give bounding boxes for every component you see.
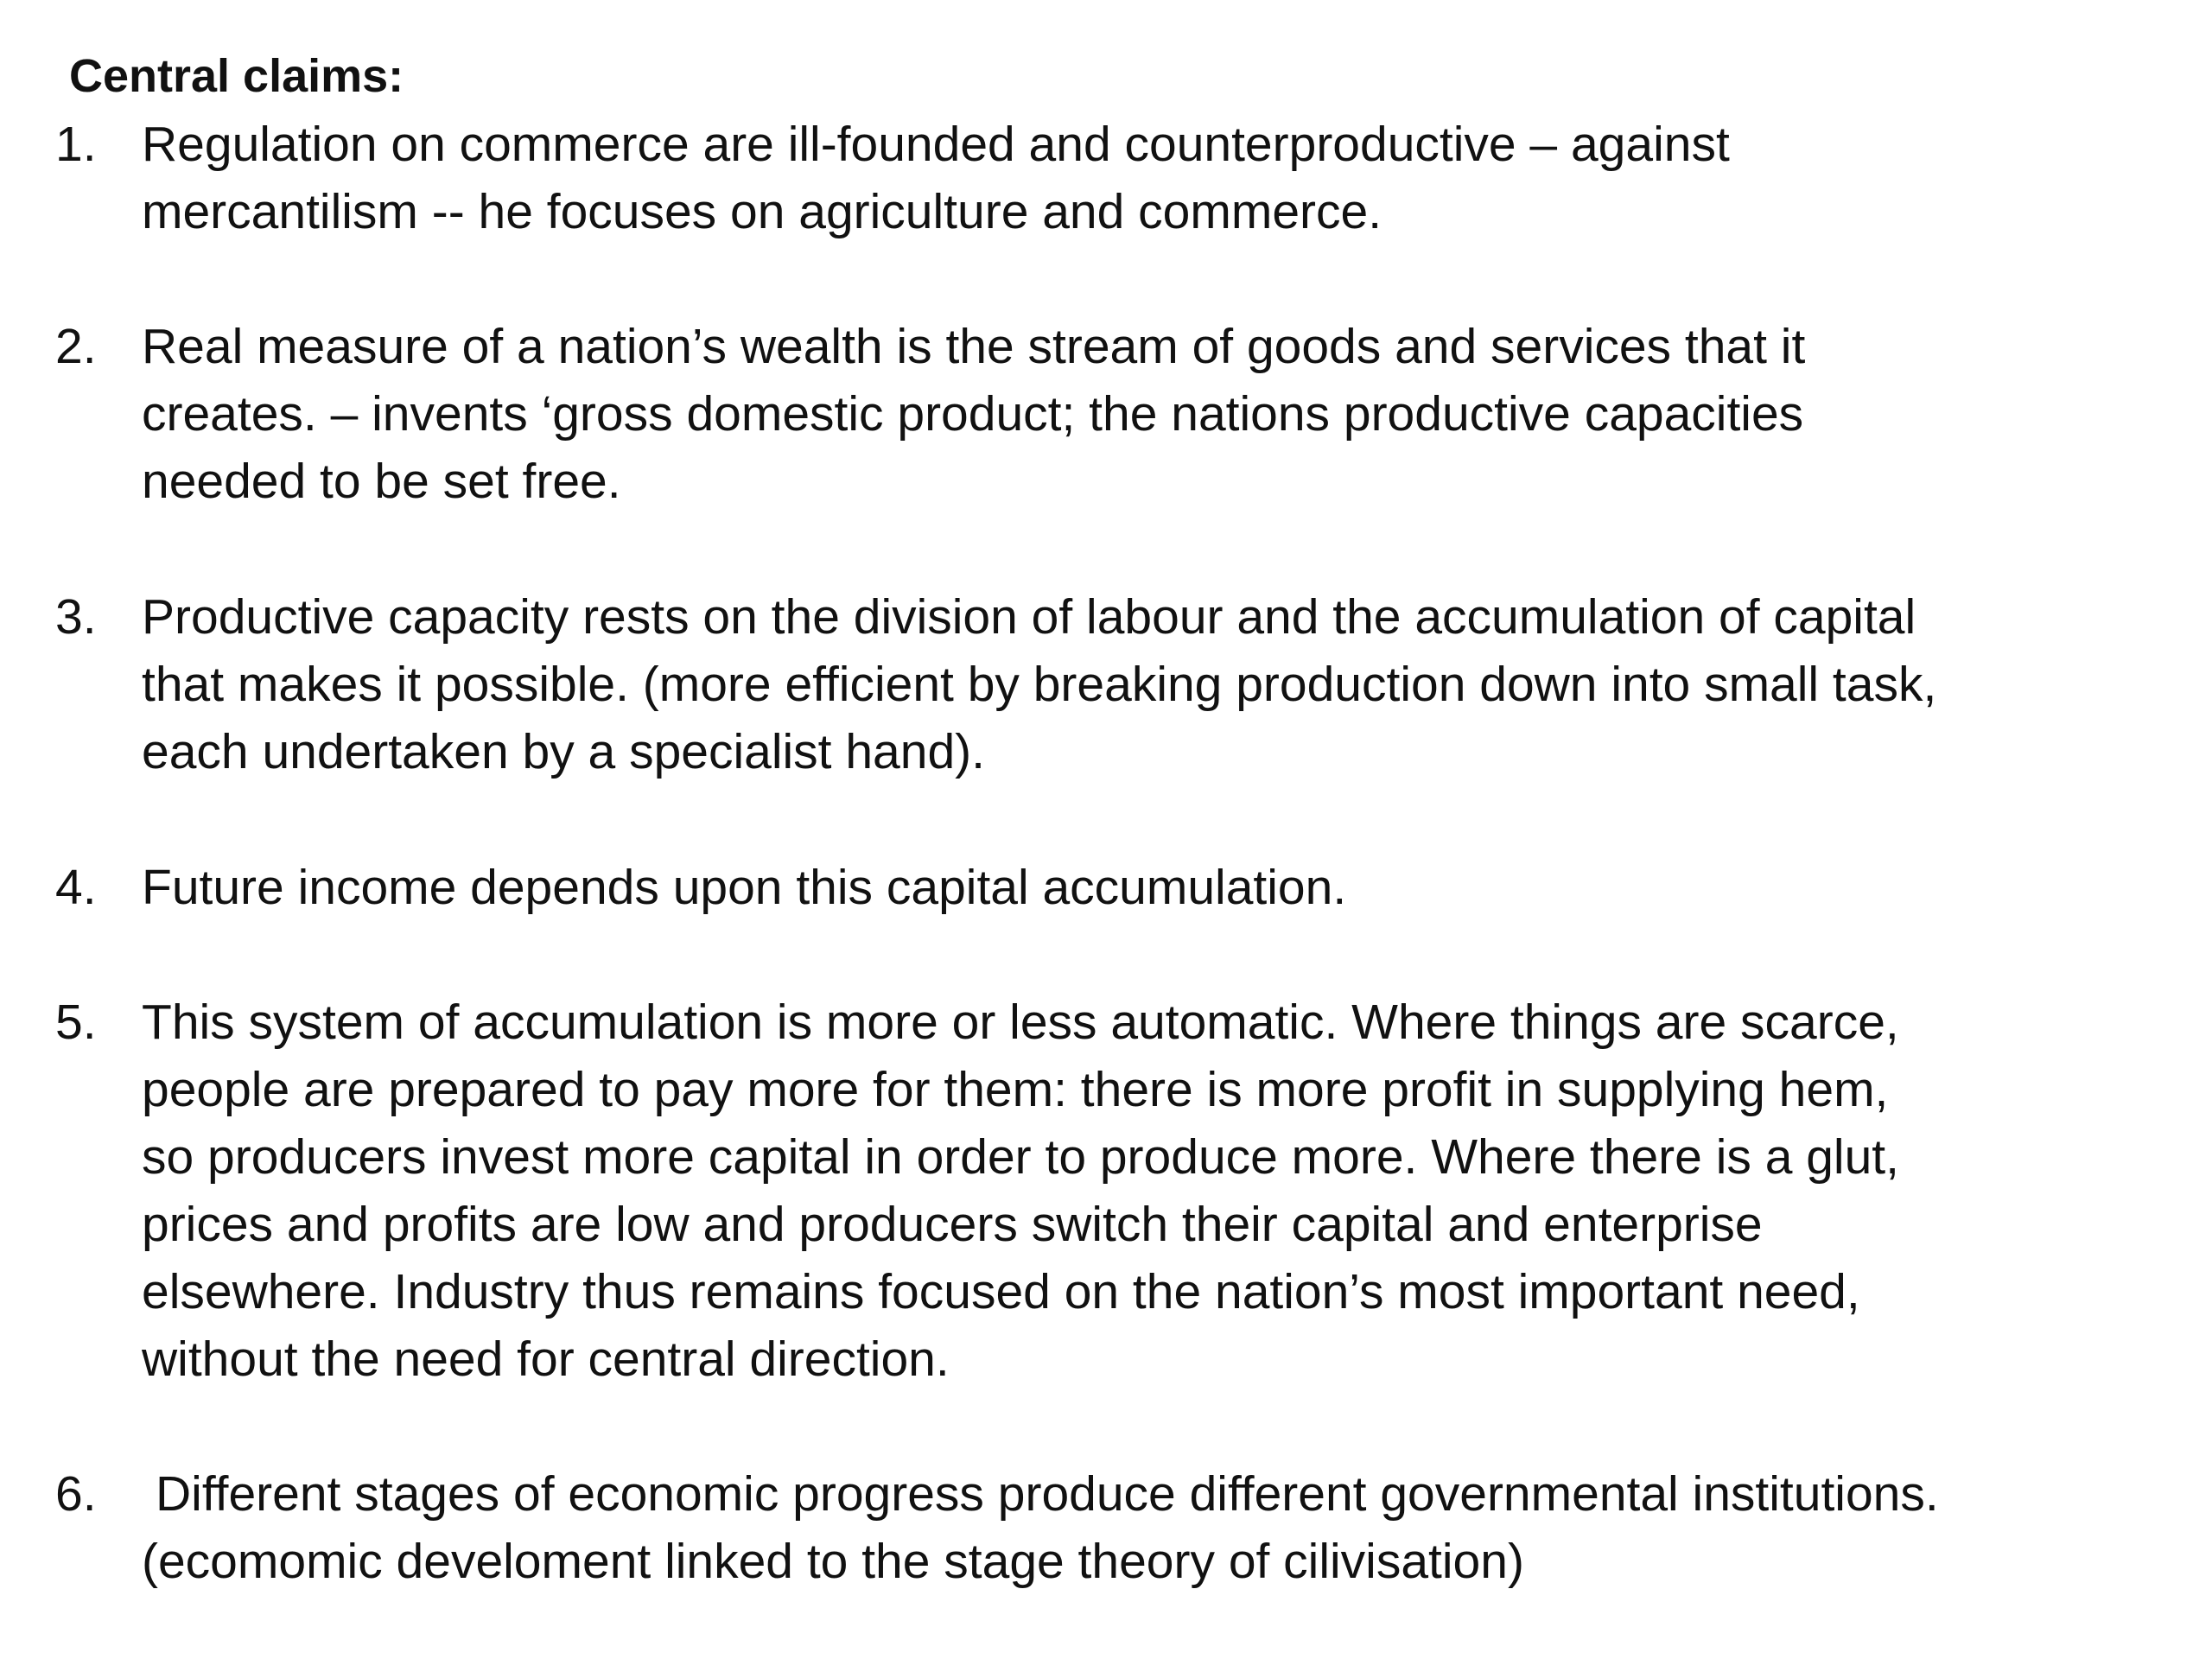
claim-line: mercantilism -- he focuses on agriculture and commerce. [142, 184, 1382, 239]
claim-number: 5. [55, 995, 97, 1050]
claim-line: prices and profits are low and producers switch their capital and enterprise [142, 1197, 1763, 1252]
heading: Central claims: [69, 50, 404, 102]
claim-line: so producers invest more capital in order to produce more. Where there is a glut, [142, 1129, 1899, 1185]
claim-line: Different stages of economic progress produce different governmental institutions. [156, 1466, 1939, 1522]
claim-number: 1. [55, 117, 97, 172]
claim-line: Future income depends upon this capital accumulation. [142, 860, 1347, 915]
claim-text [142, 854, 2129, 921]
claim-number: 4. [55, 860, 97, 915]
claim-number: 3. [55, 589, 97, 645]
claim-line: creates. – invents ‘gross domestic product; the nations productive capacities [142, 386, 1804, 442]
claim-text [142, 111, 2129, 245]
claim-text [142, 583, 2129, 785]
claim-line: Regulation on commerce are ill-founded and counterproductive – against [142, 117, 1730, 172]
claim-line: elsewhere. Industry thus remains focused on the nation’s most important need, [142, 1264, 1860, 1319]
claim-line: that makes it possible. (more efficient by breaking production down into small task, [142, 657, 1937, 712]
claim-line: needed to be set free. [142, 454, 621, 509]
claim-line: This system of accumulation is more or less automatic. Where things are scarce, [142, 995, 1899, 1050]
claim-line: without the need for central direction. [142, 1332, 950, 1387]
claim-line: each undertaken by a specialist hand). [142, 724, 985, 779]
claim-line: people are prepared to pay more for them: there is more profit in supplying hem, [142, 1062, 1889, 1117]
claim-line: (ecomomic develoment linked to the stage theory of cilivisation) [142, 1534, 1524, 1589]
claim-text [142, 313, 2129, 515]
claim-line: Real measure of a nation’s wealth is the stream of goods and services that it [142, 319, 1806, 374]
claim-text [142, 1460, 2129, 1595]
claim-text [142, 988, 2129, 1393]
claim-number: 2. [55, 319, 97, 374]
claim-number: 6. [55, 1466, 97, 1522]
claim-line: Productive capacity rests on the division of labour and the accumulation of capital [142, 589, 1916, 645]
